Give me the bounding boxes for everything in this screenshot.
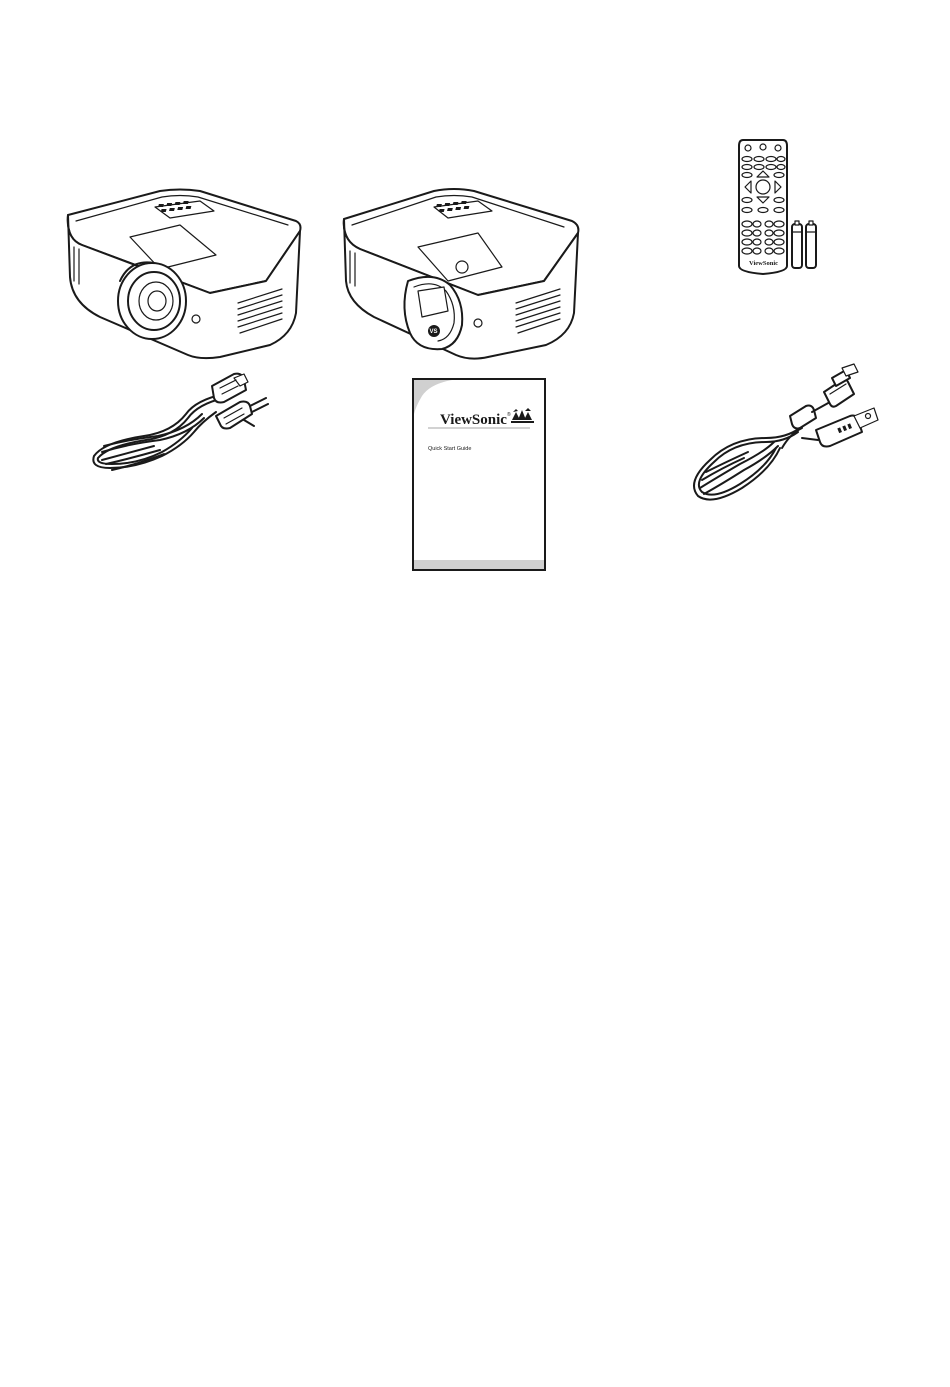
remote-control-icon [737, 138, 789, 276]
qsg-brand: ViewSonic [440, 412, 507, 428]
batteries-icon [790, 220, 820, 270]
vga-cable-icon [682, 368, 884, 508]
power-cord-icon [84, 372, 274, 474]
qsg-title: Quick Start Guide [428, 446, 472, 452]
qsg-trademark: ® [507, 412, 511, 418]
quick-start-guide-icon [412, 378, 546, 571]
remote-brand-label: ViewSonic [749, 260, 779, 267]
projector-standard-lens-icon [338, 185, 588, 365]
projector-short-throw-icon [60, 185, 310, 365]
projector-front-logo: VS [429, 329, 438, 335]
